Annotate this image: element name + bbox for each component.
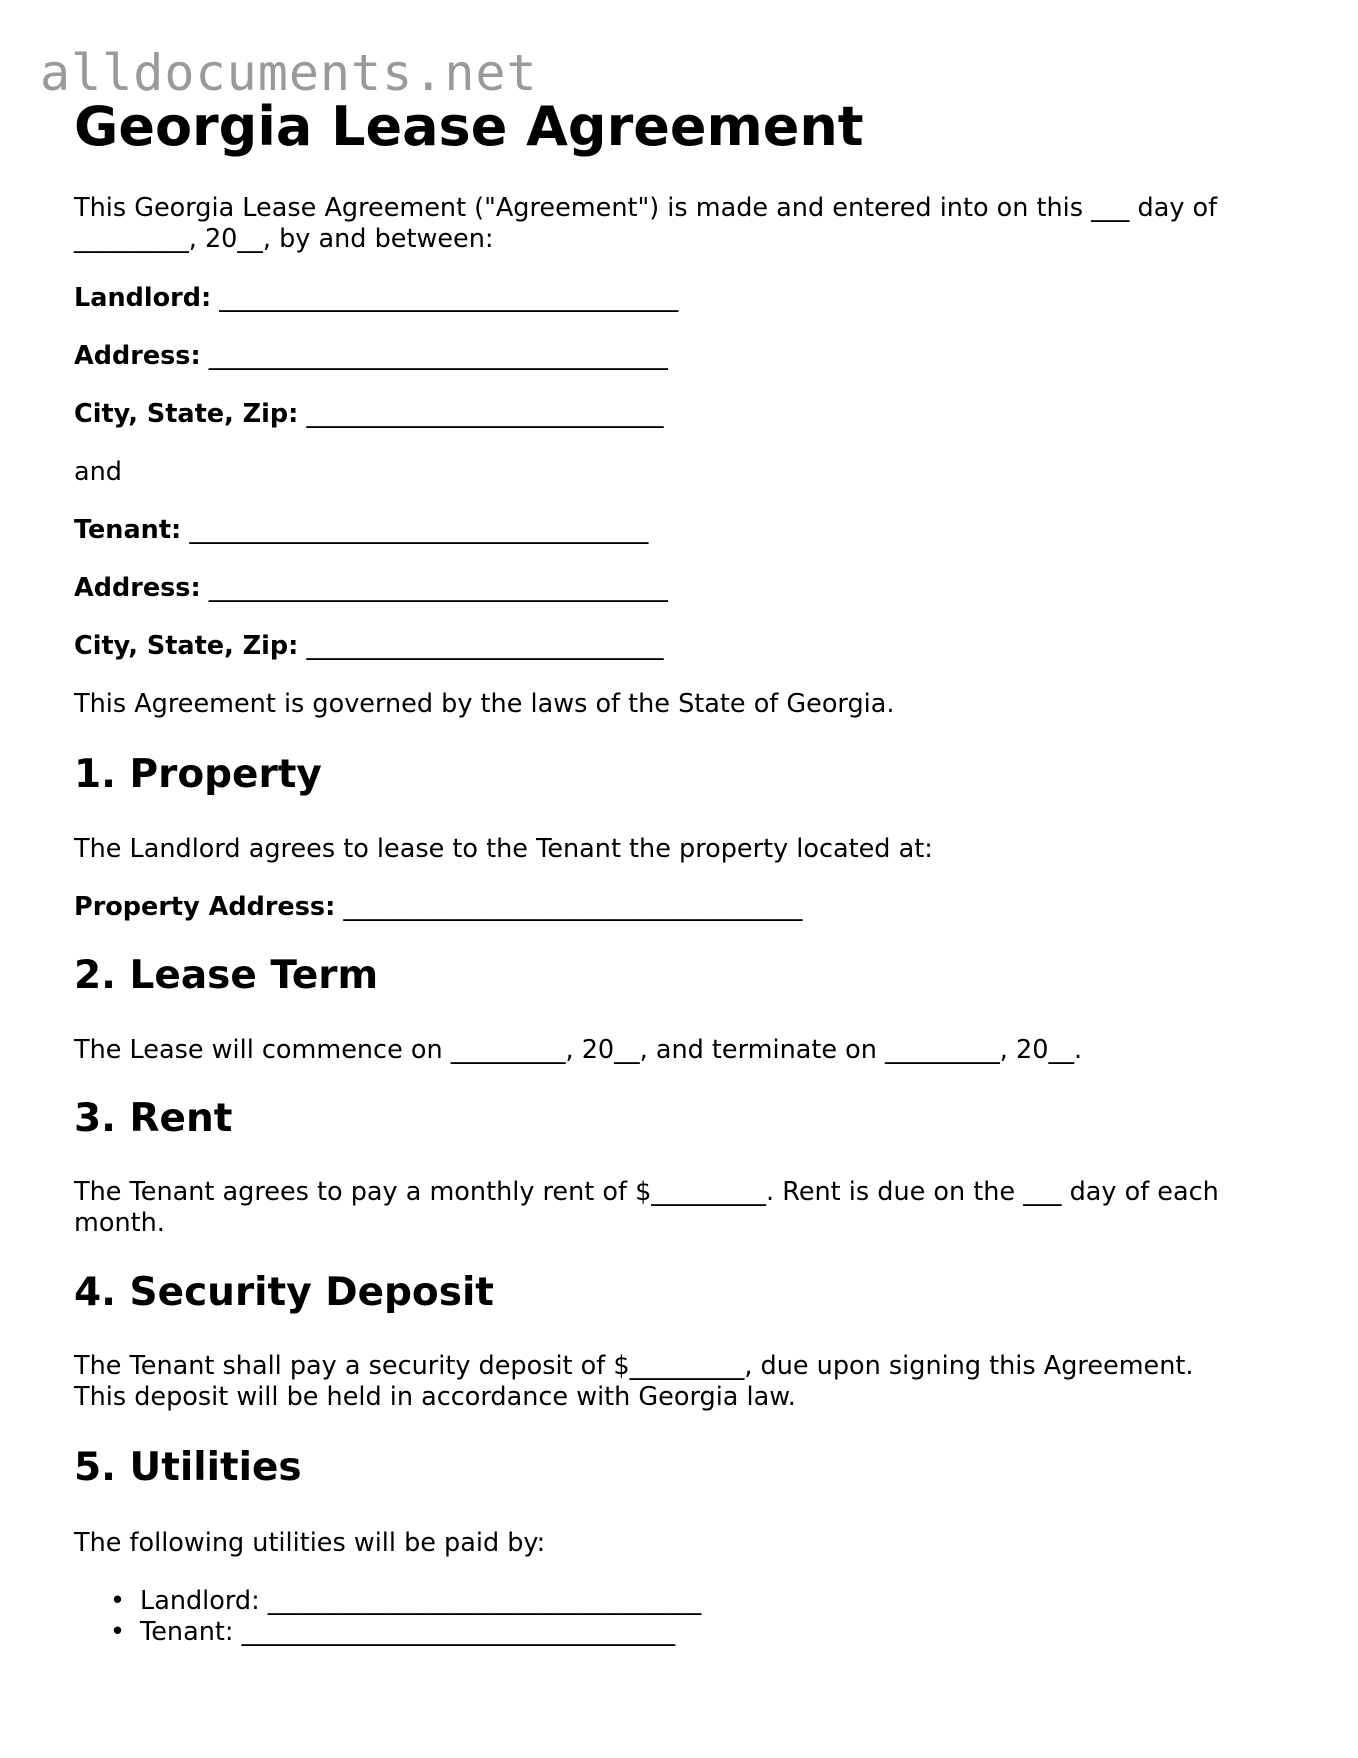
section-rent-heading: 3. Rent <box>74 1096 233 1141</box>
utilities-landlord-item[interactable]: • Landlord: __________________________________ <box>74 1586 701 1617</box>
landlord-name-field <box>74 282 678 314</box>
section-utilities-heading: 5. Utilities <box>74 1445 302 1490</box>
landlord-city-blank[interactable]: ____________________________ <box>306 399 664 429</box>
lease-term-text: The Lease will commence on _________, 20__, and terminate on _________, 20__. <box>74 1035 1083 1065</box>
deposit-line-2: This deposit will be held in accordance with Georgia law. <box>74 1382 796 1412</box>
tenant-city-field <box>74 630 663 662</box>
utilities-tenant-item[interactable]: • Tenant: __________________________________ <box>74 1617 701 1648</box>
section-lease-term-heading: 2. Lease Term <box>74 953 379 998</box>
watermark: alldocuments.net <box>40 44 538 102</box>
property-text: The Landlord agrees to lease to the Tenant the property located at: <box>74 834 933 864</box>
page-title: Georgia Lease Agreement <box>74 95 864 158</box>
section-property-heading: 1. Property <box>74 752 322 797</box>
utilities-list <box>74 1586 701 1648</box>
deposit-line-1: The Tenant shall pay a security deposit of $_________, due upon signing this Agreement. <box>74 1351 1194 1381</box>
landlord-city-label: City, State, Zip: <box>74 399 299 429</box>
landlord-name-label: Landlord: <box>74 283 212 313</box>
rent-line-2: month. <box>74 1208 165 1238</box>
tenant-address-blank[interactable]: ____________________________________ <box>208 573 668 603</box>
property-address-blank[interactable]: ____________________________________ <box>343 892 803 922</box>
section-deposit-heading: 4. Security Deposit <box>74 1270 494 1315</box>
tenant-address-label: Address: <box>74 573 201 603</box>
tenant-name-blank[interactable]: ____________________________________ <box>189 515 649 545</box>
rent-line-1: The Tenant agrees to pay a monthly rent of $_________. Rent is due on the ___ day of each <box>74 1177 1219 1207</box>
landlord-address-label: Address: <box>74 341 201 371</box>
and-text: and <box>74 457 122 487</box>
tenant-city-label: City, State, Zip: <box>74 631 299 661</box>
governing-law-text: This Agreement is governed by the laws of the State of Georgia. <box>74 689 895 719</box>
landlord-city-field <box>74 398 663 430</box>
tenant-address-field <box>74 572 668 604</box>
intro-line-1: This Georgia Lease Agreement ("Agreement") is made and entered into on this ___ day of <box>74 193 1218 223</box>
landlord-name-blank[interactable]: ____________________________________ <box>219 283 679 313</box>
utilities-text: The following utilities will be paid by: <box>74 1528 546 1558</box>
tenant-city-blank[interactable]: ____________________________ <box>306 631 664 661</box>
landlord-address-blank[interactable]: ____________________________________ <box>208 341 668 371</box>
landlord-address-field <box>74 340 668 372</box>
tenant-name-field <box>74 514 648 546</box>
property-address-label: Property Address: <box>74 892 336 922</box>
intro-line-2: _________, 20__, by and between: <box>74 224 494 254</box>
property-address-field <box>74 891 802 923</box>
tenant-name-label: Tenant: <box>74 515 182 545</box>
